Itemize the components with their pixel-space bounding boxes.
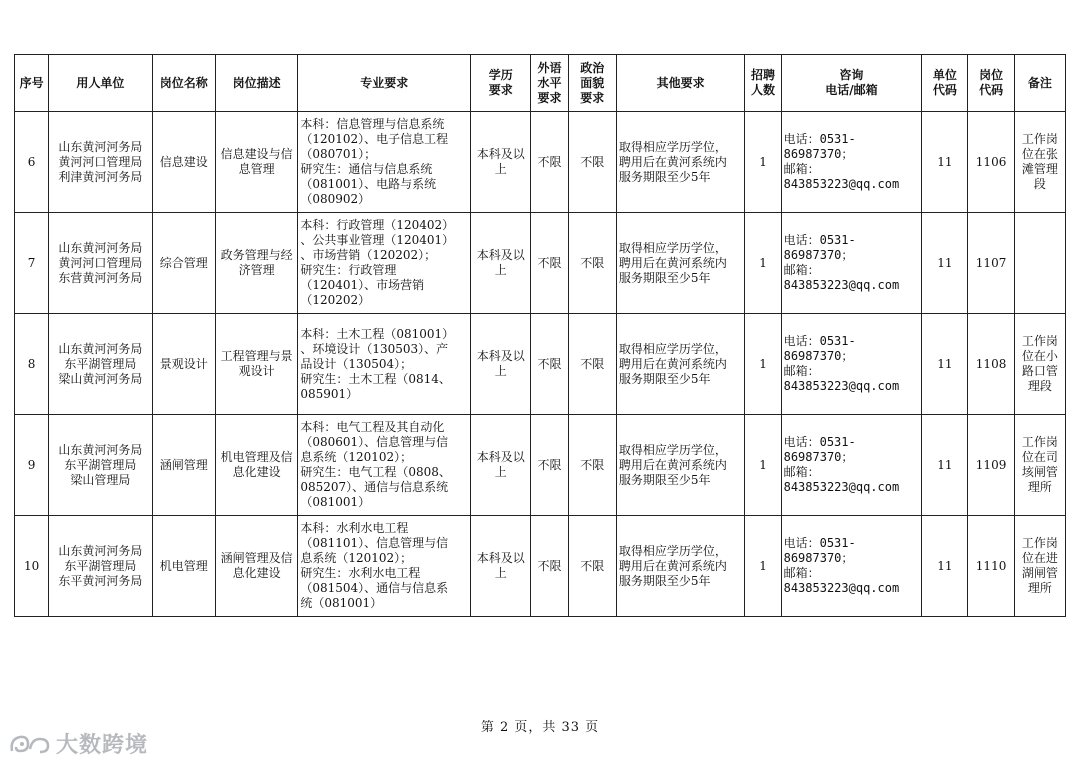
header-cell: 其他要求 (616, 55, 745, 112)
cell-contact: 电话：0531-86987370； 邮箱： 843853223@qq.com (781, 516, 922, 617)
cell-note: 工作岗 位在小 路口管 理段 (1014, 314, 1065, 415)
cell-pol: 不限 (568, 415, 616, 516)
cell-other: 取得相应学历学位， 聘用后在黄河系统内 服务期限至少5年 (616, 516, 745, 617)
cell-job-code: 1106 (968, 112, 1014, 213)
cell-unit: 山东黄河河务局 东平湖管理局 梁山黄河河务局 (49, 314, 152, 415)
cell-major: 本科：水利水电工程 （081101）、信息管理与信 息系统（120102）； 研究生：水利水电工程 （081504）、通信与信息系 统（081001） (298, 516, 471, 617)
cell-job: 涵闸管理 (152, 415, 215, 516)
cell-count: 1 (745, 213, 781, 314)
cell-count: 1 (745, 112, 781, 213)
cell-pol: 不限 (568, 213, 616, 314)
header-cell: 招聘 人数 (745, 55, 781, 112)
header-cell: 专业要求 (298, 55, 471, 112)
table-row (15, 213, 1066, 314)
cell-note: 工作岗 位在进 湖闸管 理所 (1014, 516, 1065, 617)
cell-unit-code: 11 (922, 516, 968, 617)
cell-job-code: 1108 (968, 314, 1014, 415)
cell-unit-code: 11 (922, 314, 968, 415)
watermark-text: 大数跨境 (56, 733, 149, 758)
cell-other: 取得相应学历学位， 聘用后在黄河系统内 服务期限至少5年 (616, 415, 745, 516)
cell-note: 工作岗 位在司 垓闸管 理所 (1014, 415, 1065, 516)
cell-unit: 山东黄河河务局 黄河河口管理局 东营黄河河务局 (49, 213, 152, 314)
cell-count: 1 (745, 314, 781, 415)
cell-job-code: 1107 (968, 213, 1014, 314)
cell-lang: 不限 (531, 516, 568, 617)
cell-unit: 山东黄河河务局 东平湖管理局 东平黄河河务局 (49, 516, 152, 617)
cell-desc: 政务管理与经 济管理 (215, 213, 297, 314)
table-row (15, 314, 1066, 415)
cell-note: 工作岗 位在张 滩管理 段 (1014, 112, 1065, 213)
cell-contact: 电话：0531-86987370； 邮箱： 843853223@qq.com (781, 415, 922, 516)
cell-no: 6 (15, 112, 49, 213)
cell-note (1014, 213, 1065, 314)
cell-desc: 工程管理与景 观设计 (215, 314, 297, 415)
page-number: 第 2 页，共 33 页 (480, 720, 600, 735)
cell-no: 7 (15, 213, 49, 314)
cell-contact: 电话：0531-86987370； 邮箱： 843853223@qq.com (781, 314, 922, 415)
cell-count: 1 (745, 415, 781, 516)
cell-major: 本科：信息管理与信息系统 （120102）、电子信息工程 （080701）； 研究生：通信与信息系统 （081001）、电路与系统 （080902） (298, 112, 471, 213)
cell-edu: 本科及以 上 (471, 314, 531, 415)
header-cell: 单位 代码 (922, 55, 968, 112)
header-cell: 外语 水平 要求 (531, 55, 568, 112)
cell-count: 1 (745, 516, 781, 617)
cell-no: 9 (15, 415, 49, 516)
cell-other: 取得相应学历学位， 聘用后在黄河系统内 服务期限至少5年 (616, 112, 745, 213)
cell-other: 取得相应学历学位， 聘用后在黄河系统内 服务期限至少5年 (616, 213, 745, 314)
cell-edu: 本科及以 上 (471, 112, 531, 213)
cell-pol: 不限 (568, 112, 616, 213)
cell-pol: 不限 (568, 516, 616, 617)
cell-job-code: 1110 (968, 516, 1014, 617)
cell-unit: 山东黄河河务局 东平湖管理局 梁山管理局 (49, 415, 152, 516)
header-cell: 政治 面貌 要求 (568, 55, 616, 112)
cell-lang: 不限 (531, 112, 568, 213)
cell-job: 景观设计 (152, 314, 215, 415)
table-header-row (15, 55, 1066, 112)
cell-edu: 本科及以 上 (471, 516, 531, 617)
cell-desc: 机电管理及信 息化建设 (215, 415, 297, 516)
cell-edu: 本科及以 上 (471, 415, 531, 516)
header-cell: 岗位描述 (215, 55, 297, 112)
cell-lang: 不限 (531, 213, 568, 314)
cell-contact: 电话：0531-86987370； 邮箱： 843853223@qq.com (781, 213, 922, 314)
cell-desc: 信息建设与信 息管理 (215, 112, 297, 213)
header-cell: 咨询 电话/邮箱 (781, 55, 922, 112)
cell-unit-code: 11 (922, 112, 968, 213)
cell-unit: 山东黄河河务局 黄河河口管理局 利津黄河河务局 (49, 112, 152, 213)
cell-unit-code: 11 (922, 213, 968, 314)
header-cell: 备注 (1014, 55, 1065, 112)
cell-contact: 电话：0531-86987370； 邮箱： 843853223@qq.com (781, 112, 922, 213)
watermark-logo-icon (8, 731, 52, 757)
cell-major: 本科：电气工程及其自动化 （080601）、信息管理与信 息系统（120102）； 研究生：电气工程（0808、 085207）、通信与信息系统 （081001） (298, 415, 471, 516)
cell-other: 取得相应学历学位， 聘用后在黄河系统内 服务期限至少5年 (616, 314, 745, 415)
cell-no: 10 (15, 516, 49, 617)
cell-no: 8 (15, 314, 49, 415)
header-cell: 序号 (15, 55, 49, 112)
table-row (15, 415, 1066, 516)
table-row (15, 516, 1066, 617)
header-cell: 岗位 代码 (968, 55, 1014, 112)
cell-lang: 不限 (531, 415, 568, 516)
cell-edu: 本科及以 上 (471, 213, 531, 314)
cell-job: 综合管理 (152, 213, 215, 314)
cell-major: 本科：行政管理（120402） 、公共事业管理（120401） 、市场营销（120202）； 研究生：行政管理 （120401）、市场营销 （120202） (298, 213, 471, 314)
cell-desc: 涵闸管理及信 息化建设 (215, 516, 297, 617)
header-cell: 岗位名称 (152, 55, 215, 112)
recruitment-table (14, 54, 1066, 617)
table-row (15, 112, 1066, 213)
cell-job: 信息建设 (152, 112, 215, 213)
watermark (8, 728, 148, 759)
header-cell: 用人单位 (49, 55, 152, 112)
cell-job: 机电管理 (152, 516, 215, 617)
cell-major: 本科：土木工程（081001） 、环境设计（130503）、产 品设计（130504）； 研究生：土木工程（0814、 085901） (298, 314, 471, 415)
cell-unit-code: 11 (922, 415, 968, 516)
cell-pol: 不限 (568, 314, 616, 415)
cell-job-code: 1109 (968, 415, 1014, 516)
cell-lang: 不限 (531, 314, 568, 415)
header-cell: 学历 要求 (471, 55, 531, 112)
